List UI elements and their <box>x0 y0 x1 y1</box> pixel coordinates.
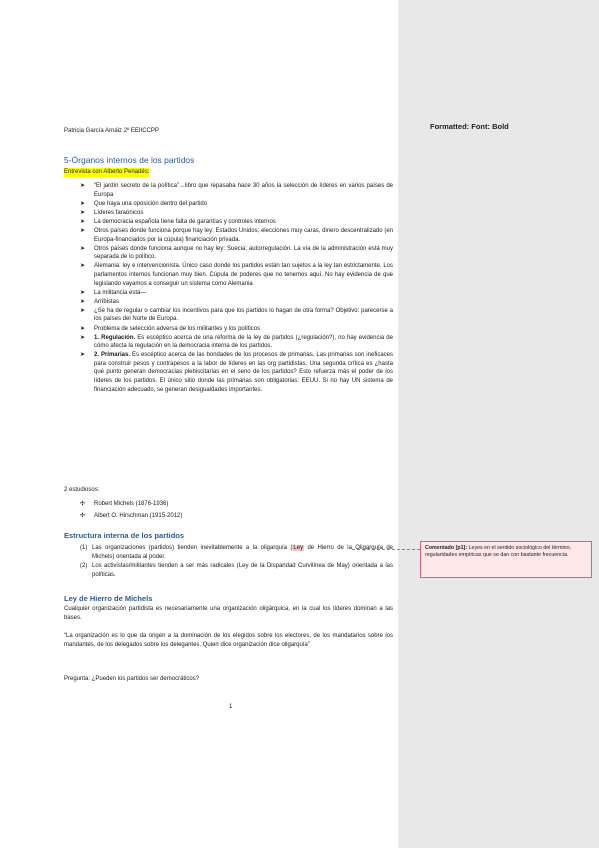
section-title: 5-Órganos internos de los partidos <box>64 155 195 165</box>
arrowhead-bullet-icon: ➤ <box>80 227 86 234</box>
comment-anchor[interactable]: Ley <box>293 545 304 551</box>
structure-heading: Estructura interna de los partidos <box>64 531 185 540</box>
arrowhead-bullet-icon: ➤ <box>80 209 86 216</box>
list-item: ➤ Problema de selección adversa de los militantes y los políticos <box>80 325 261 332</box>
list-item: ➤ “El jardín secreto de la política”→libro que repasaba hace 30 años la selección de líderes en varios países de Europa <box>80 183 393 198</box>
list-item: (1) Las organizaciones (partidos) tienden inevitablemente a la oligarquía (Ley de Hierro de la Oligarquía de Michels) orientada al poder. <box>80 545 393 560</box>
cross-bullet-icon: ✣ <box>80 512 86 519</box>
studies-list <box>80 500 182 523</box>
arrowhead-bullet-icon: ➤ <box>80 298 86 305</box>
comment-label: Comentado [p1]: <box>425 545 468 551</box>
list-item: ➤ La militancia está— <box>80 289 147 296</box>
interview-bullet-list <box>80 182 393 395</box>
arrowhead-bullet-icon: ➤ <box>80 334 86 341</box>
paragraph: Cualquier organización partidista es necesariamente una organización oligárquica, en la cual los líderes dominan a las bases. <box>64 606 393 621</box>
michels-heading: Ley de Hierro de Michels <box>64 594 153 603</box>
list-item: ➤ La democracia española tiene falta de garantías y controles internos <box>80 218 276 225</box>
arrowhead-bullet-icon: ➤ <box>80 307 86 314</box>
studies-intro: 2 estudiosos: <box>64 487 100 493</box>
list-item: ➤ Otros países donde funciona aunque no hay ley: Suecia; autorregulación. La vía de la administración está muy separada de lo político. <box>80 245 393 261</box>
page-number: 1 <box>229 704 233 710</box>
author-line: Patricia García Arnáiz 2º EEIICCPP <box>64 128 159 134</box>
formatted-label: Formatted: Font: Bold <box>430 122 509 131</box>
arrowhead-bullet-icon: ➤ <box>80 245 86 252</box>
list-item: (2) Los activistas/militantes tienden a ser más radicales (Ley de la Disparidad Curvilínea de May) orientada a las políticas. <box>80 563 393 578</box>
list-item-primarias: ➤ 2. Primarias. Es escéptico acerca de las bondades de los procesos de primarias. Las primarias son ineficaces para construir pesos y contrapesos a la labor de líderes en las org partidistas. Una segunda crítica es ¿hasta qué punto generan democracias plebiscitarias en el seno de los partidos? Esto refuerza más el poder de los líderes de los partidos. El único sitio donde las primarias son obligatorias: EEUU. Si no hay UN sistema de financiación adecuado, se generan desigualdades importantes. <box>80 352 393 393</box>
numbered-list <box>80 544 393 580</box>
list-item: ➤ ¿Se ha de regular o cambiar los incentivos para que los partidos lo hagan de otra forma? Objetivo: parecerse a los países del Norte de Europa. <box>80 307 393 323</box>
comment-text: Leyes en el sentido sociológico del término, regularidades empíricas que se dan con bastante frecuencia. <box>425 545 572 559</box>
arrowhead-bullet-icon: ➤ <box>80 352 86 359</box>
arrowhead-bullet-icon: ➤ <box>80 325 86 332</box>
list-item: ➤ Otros países donde funciona porque hay ley: Estados Unidos; elecciones muy caras, dinero descentralizado (en Europa-financiados por la cúpula) financiación privada. <box>80 227 393 243</box>
arrowhead-bullet-icon: ➤ <box>80 218 86 225</box>
list-item-regulacion: ➤ 1. Regulación. Es escéptico acerca de una reforma de la ley de partidos (¿regulación?), no hay evidencia de cómo afecta la regulación en la democracia interna de los partidos. <box>80 334 393 350</box>
comment-balloon[interactable] <box>420 541 592 578</box>
arrowhead-bullet-icon: ➤ <box>80 263 86 270</box>
question-paragraph: Pregunta: ¿Pueden los partidos ser democráticos? <box>64 676 200 682</box>
quote-paragraph: “La organización es lo que da origen a la dominación de los elegidos sobre los electores, de los mandatarios sobre los mandantes, de los delegados sobre los delegantes. Quien dice organización dice oligarquía” <box>64 633 393 648</box>
list-item: ➤ Alemania: ley e intervencionista. Único caso donde los partidos están tan sujetos a la ley tan estrictamente. Los parlamentos internos funcionan muy bien. Cúpula de poderes que no tenemos aquí. No hay evidencia de que legislando vayamos a conseguir un sistema como Alemania <box>80 263 393 287</box>
cross-bullet-icon: ✣ <box>80 501 86 507</box>
list-item: ✣ Albert O. Hirschman (1915-2012) <box>80 512 183 519</box>
arrowhead-bullet-icon: ➤ <box>80 183 86 189</box>
arrowhead-bullet-icon: ➤ <box>80 200 86 207</box>
comment-connector <box>352 549 420 550</box>
list-item: ➤ Que haya una oposición dentro del partido <box>80 200 208 207</box>
list-item: ➤ Arribistas <box>80 298 120 305</box>
list-item: ➤ Líderes faraónicos <box>80 209 144 216</box>
list-item: ✣ Robert Michels (1876-1936) <box>80 501 169 507</box>
highlighted-subtitle: Entrevista con Alberto Penadés: <box>64 169 150 175</box>
arrowhead-bullet-icon: ➤ <box>80 289 86 296</box>
